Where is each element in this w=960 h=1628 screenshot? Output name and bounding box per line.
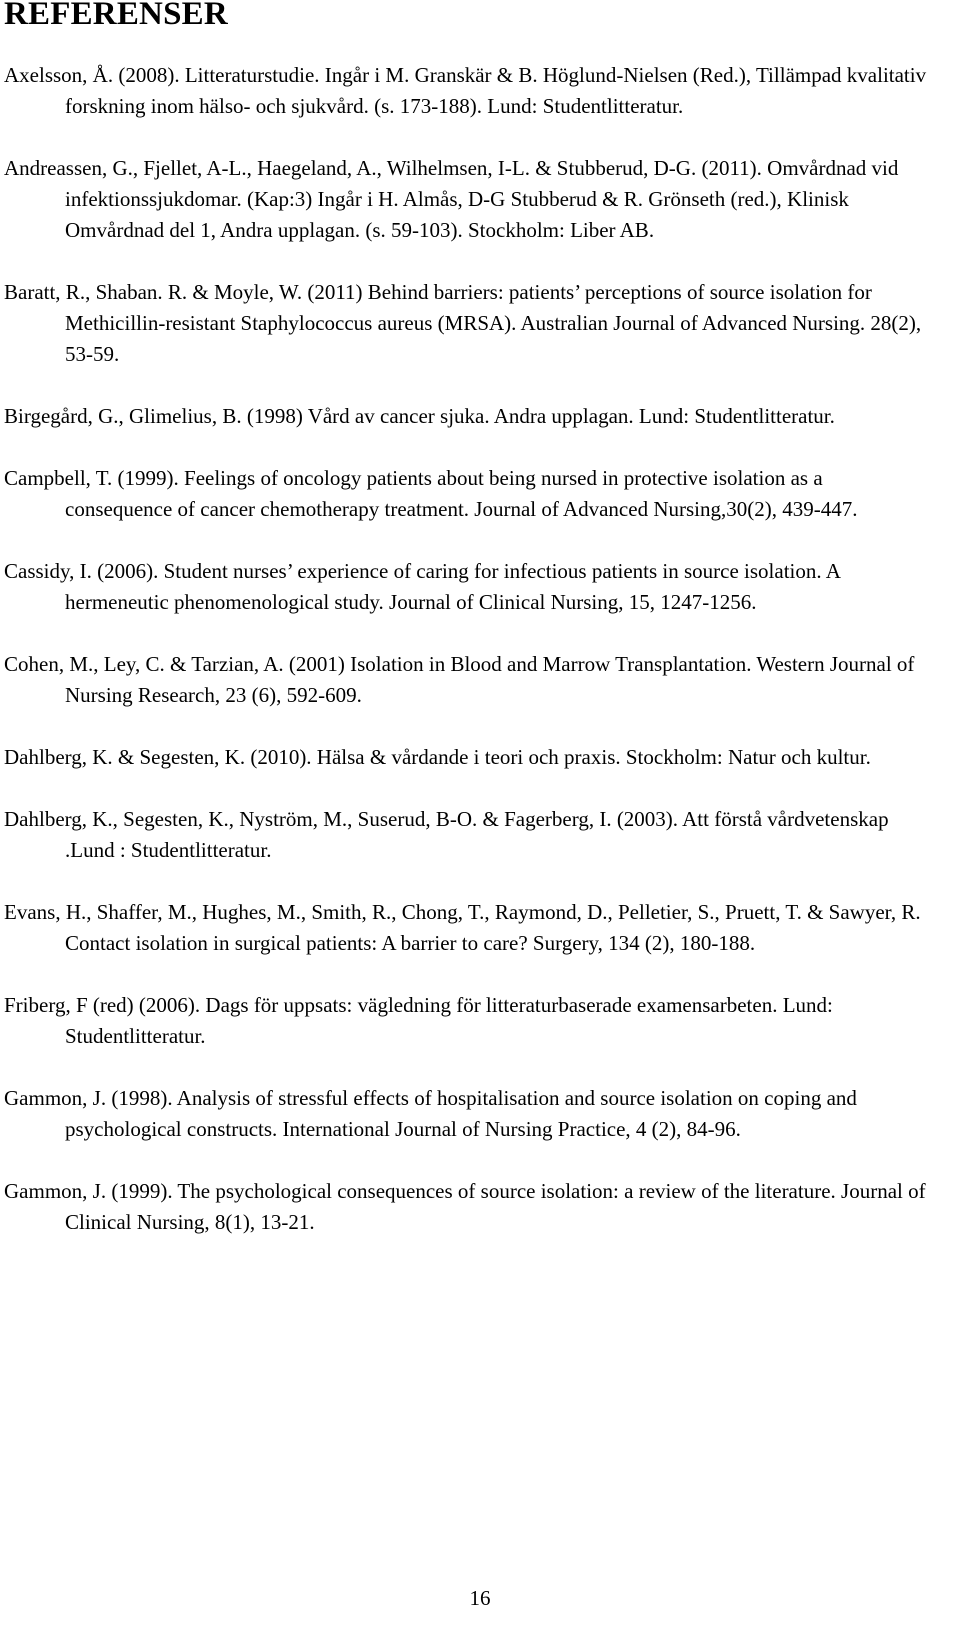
reference-entry: Dahlberg, K. & Segesten, K. (2010). Hälsa & vårdande i teori och praxis. Stockholm: Natur och kultur. xyxy=(4,745,871,769)
reference-list xyxy=(4,60,934,1269)
reference-entry: Cassidy, I. (2006). Student nurses’ experience of caring for infectious patients in source isolation. A hermeneutic phenomenological study. Journal of Clinical Nursing, 15, 1247-1256. xyxy=(4,559,840,614)
reference-entry: Dahlberg, K., Segesten, K., Nyström, M., Suserud, B-O. & Fagerberg, I. (2003). Att förstå vårdvetenskap .Lund : Studentlitteratur. xyxy=(4,807,889,862)
section-heading: REFERENSER xyxy=(4,0,228,32)
reference-entry: Andreassen, G., Fjellet, A-L., Haegeland, A., Wilhelmsen, I-L. & Stubberud, D-G. (2011). Omvårdnad vid infektionssjukdomar. (Kap:3) Ingår i H. Almås, D-G Stubberud & R. Grönseth (red.), Klinisk Omvårdnad del 1, Andra upplagan. (s. 59-103). Stockholm: Liber AB. xyxy=(4,156,899,242)
reference-entry: Evans, H., Shaffer, M., Hughes, M., Smith, R., Chong, T., Raymond, D., Pelletier, S., Pruett, T. & Sawyer, R. Contact isolation in surgical patients: A barrier to care? Surgery, 134 (2), 180-188. xyxy=(4,900,921,955)
reference-entry: Friberg, F (red) (2006). Dags för uppsats: vägledning för litteraturbaserade examensarbeten. Lund: Studentlitteratur. xyxy=(4,993,833,1048)
reference-entry: Gammon, J. (1999). The psychological consequences of source isolation: a review of the literature. Journal of Clinical Nursing, 8(1), 13-21. xyxy=(4,1179,926,1234)
reference-entry: Birgegård, G., Glimelius, B. (1998) Vård av cancer sjuka. Andra upplagan. Lund: Studentlitteratur. xyxy=(4,404,835,428)
reference-entry: Campbell, T. (1999). Feelings of oncology patients about being nursed in protective isolation as a consequence of cancer chemotherapy treatment. Journal of Advanced Nursing,30(2), 439-447. xyxy=(4,466,858,521)
reference-entry: Axelsson, Å. (2008). Litteraturstudie. Ingår i M. Granskär & B. Höglund-Nielsen (Red.), Tillämpad kvalitativ forskning inom hälso- och sjukvård. (s. 173-188). Lund: Studentlitteratur. xyxy=(4,63,927,118)
page-number: 16 xyxy=(469,1586,491,1610)
reference-entry: Baratt, R., Shaban. R. & Moyle, W. (2011) Behind barriers: patients’ perceptions of source isolation for Methicillin-resistant Staphylococcus aureus (MRSA). Australian Journal of Advanced Nursing. 28(2), 53-59. xyxy=(4,280,922,366)
reference-entry: Cohen, M., Ley, C. & Tarzian, A. (2001) Isolation in Blood and Marrow Transplantation. Western Journal of Nursing Research, 23 (6), 592-609. xyxy=(4,652,915,707)
reference-entry: Gammon, J. (1998). Analysis of stressful effects of hospitalisation and source isolation on coping and psychological constructs. International Journal of Nursing Practice, 4 (2), 84-96. xyxy=(4,1086,857,1141)
